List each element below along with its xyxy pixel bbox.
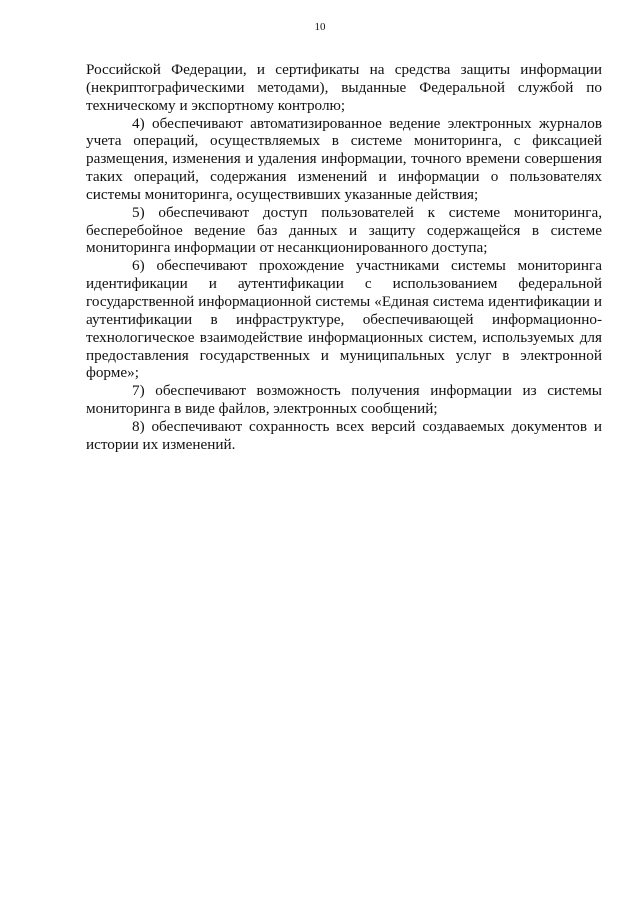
paragraph-item-7: 7) обеспечивают возможность получения информации из системы мониторинга в виде файлов, электронных сообщений; [86, 382, 602, 418]
paragraph-item-6: 6) обеспечивают прохождение участниками системы мониторинга идентификации и аутентификации с использованием федеральной государственной информационной системы «Единая система идентификации и аутентификации в инфраструктуре, обеспечивающей информационно-технологическое взаимодействие информационных систем, используемых для предоставления государственных и муниципальных услуг в электронной форме»; [86, 257, 602, 382]
document-body [86, 61, 602, 454]
paragraph-item-5: 5) обеспечивают доступ пользователей к системе мониторинга, бесперебойное ведение баз данных и защиту содержащейся в системе мониторинга информации от несанкционированного доступа; [86, 203, 602, 257]
paragraph-item-8: 8) обеспечивают сохранность всех версий создаваемых документов и истории их изменений. [86, 417, 602, 453]
paragraph-continuation: Российской Федерации, и сертификаты на средства защиты информации (некриптографическими методами), выданные Федеральной службой по техническому и экспортному контролю; [86, 61, 602, 114]
page-number: 10 [314, 21, 326, 33]
paragraph-item-4: 4) обеспечивают автоматизированное ведение электронных журналов учета операций, осуществляемых в системе мониторинга, с фиксацией размещения, изменения и удаления информации, точного времени совершения таких операций, содержания изменений и информации о пользователях системы мониторинга, осуществивших указанные действия; [86, 114, 602, 203]
